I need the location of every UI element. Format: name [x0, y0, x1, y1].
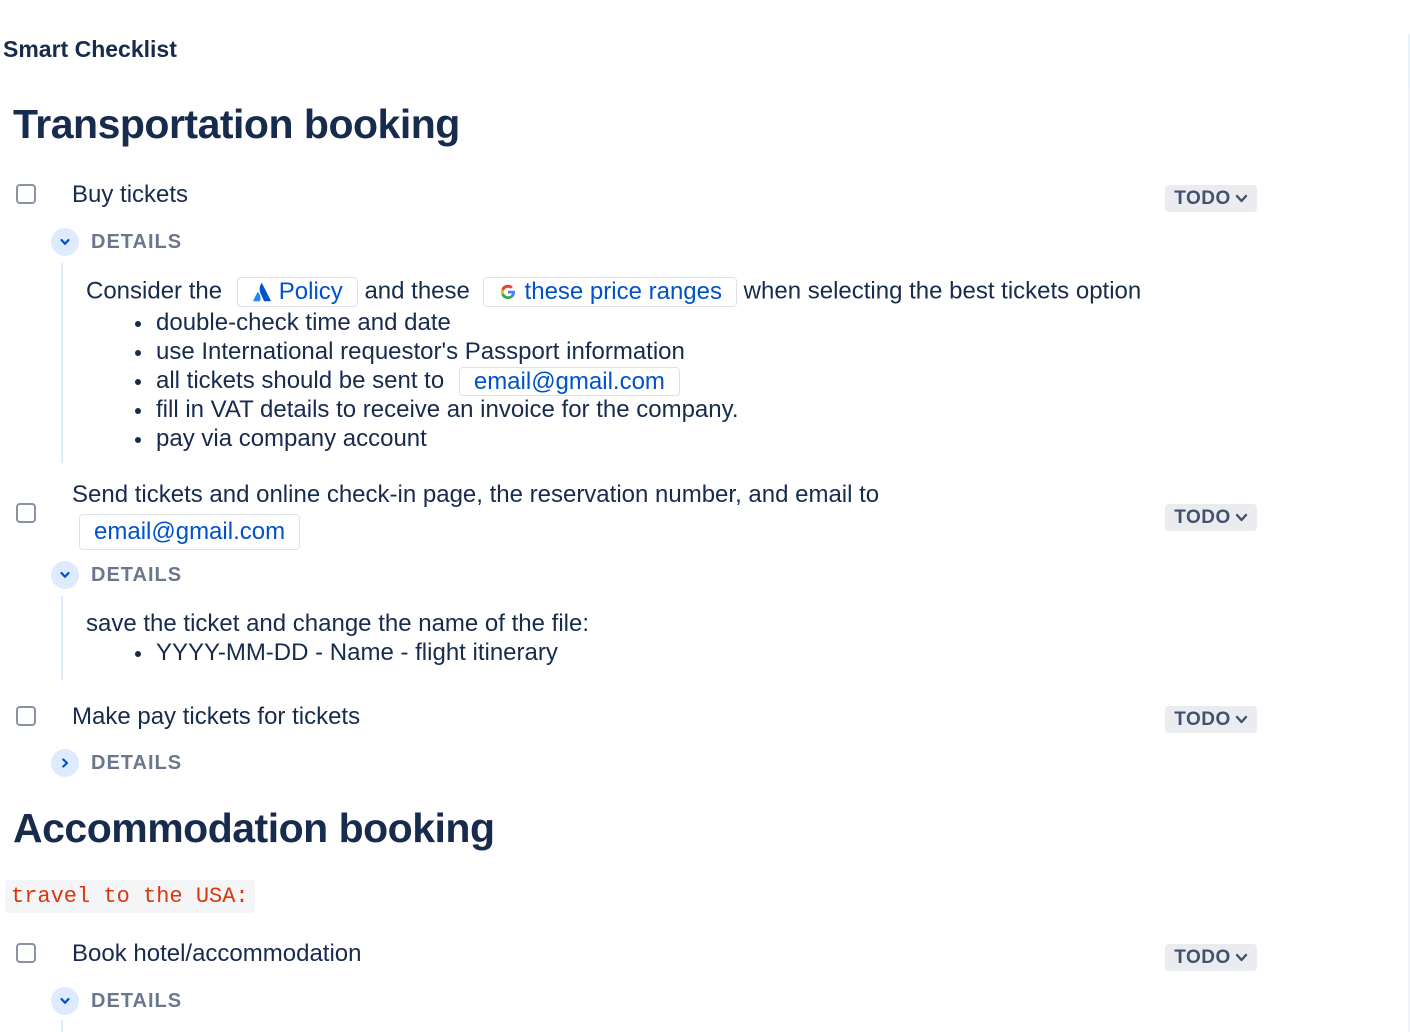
status-dropdown[interactable] — [1165, 185, 1257, 212]
status-dropdown[interactable] — [1165, 944, 1257, 971]
details-bullet-list — [134, 638, 558, 667]
details-label: DETAILS — [91, 563, 183, 586]
details-rule — [61, 596, 63, 680]
google-icon — [498, 282, 518, 302]
status-label: TODO — [1174, 946, 1231, 968]
item-checkbox[interactable] — [16, 184, 36, 204]
chevron-down-icon — [1235, 715, 1248, 725]
status-dropdown[interactable] — [1165, 504, 1257, 531]
app-title: Smart Checklist — [3, 36, 177, 62]
bullet-item: use International requestor's Passport information — [134, 337, 739, 366]
status-label: TODO — [1174, 506, 1231, 528]
details-label: DETAILS — [91, 230, 183, 253]
details-label: DETAILS — [91, 989, 183, 1012]
chevron-down-icon — [51, 561, 79, 589]
chevron-down-icon — [1235, 953, 1248, 963]
details-text: save the ticket and change the name of the file: — [86, 610, 589, 637]
details-rule — [61, 1020, 63, 1032]
bullet-item — [134, 366, 739, 395]
price-ranges-link-text: these price ranges — [524, 278, 722, 305]
email-link-chip[interactable] — [79, 514, 300, 550]
details-bullet-list — [134, 308, 739, 453]
bullet-item: YYYY-MM-DD - Name - flight itinerary — [134, 638, 558, 667]
item-text[interactable]: Book hotel/accommodation — [72, 940, 362, 967]
item-text[interactable]: Make pay tickets for tickets — [72, 703, 361, 730]
email-link-text: email@gmail.com — [473, 368, 665, 396]
status-label: TODO — [1174, 187, 1231, 209]
details-text: when selecting the best tickets option — [743, 277, 1142, 305]
bullet-item: fill in VAT details to receive an invoice for the company. — [134, 395, 739, 424]
chevron-down-icon — [51, 228, 79, 256]
details-toggle[interactable] — [51, 227, 182, 257]
bullet-item: double-check time and date — [134, 308, 739, 337]
item-checkbox[interactable] — [16, 706, 36, 726]
policy-link-chip[interactable] — [237, 277, 358, 307]
item-text[interactable]: Buy tickets — [72, 181, 189, 208]
details-text: and these — [364, 277, 470, 305]
section-heading: Accommodation booking — [13, 805, 495, 851]
email-link-text: email@gmail.com — [94, 518, 286, 545]
item-checkbox[interactable] — [16, 503, 36, 523]
details-toggle[interactable] — [51, 560, 182, 590]
details-label: DETAILS — [91, 751, 183, 774]
email-link-chip[interactable] — [459, 367, 680, 396]
details-intro — [86, 277, 1141, 307]
email-chip-wrap — [79, 514, 300, 550]
details-text: Consider the — [86, 277, 223, 305]
chevron-down-icon — [1235, 513, 1248, 523]
price-ranges-link-chip[interactable] — [483, 277, 737, 307]
policy-link-text: Policy — [278, 278, 343, 305]
details-rule — [61, 263, 63, 463]
item-checkbox[interactable] — [16, 943, 36, 963]
details-toggle[interactable] — [51, 986, 182, 1016]
section-heading: Transportation booking — [13, 101, 460, 147]
chevron-down-icon — [51, 987, 79, 1015]
inline-code: travel to the USA: — [5, 880, 255, 913]
bullet-text: all tickets should be sent to — [156, 367, 445, 394]
status-dropdown[interactable] — [1165, 706, 1257, 733]
details-toggle[interactable] — [51, 748, 182, 778]
item-text[interactable]: Send tickets and online check-in page, the reservation number, and email to — [72, 481, 880, 508]
atlassian-icon — [252, 282, 272, 302]
chevron-down-icon — [1235, 194, 1248, 204]
status-label: TODO — [1174, 708, 1231, 730]
chevron-right-icon — [51, 749, 79, 777]
bullet-item: pay via company account — [134, 424, 739, 453]
